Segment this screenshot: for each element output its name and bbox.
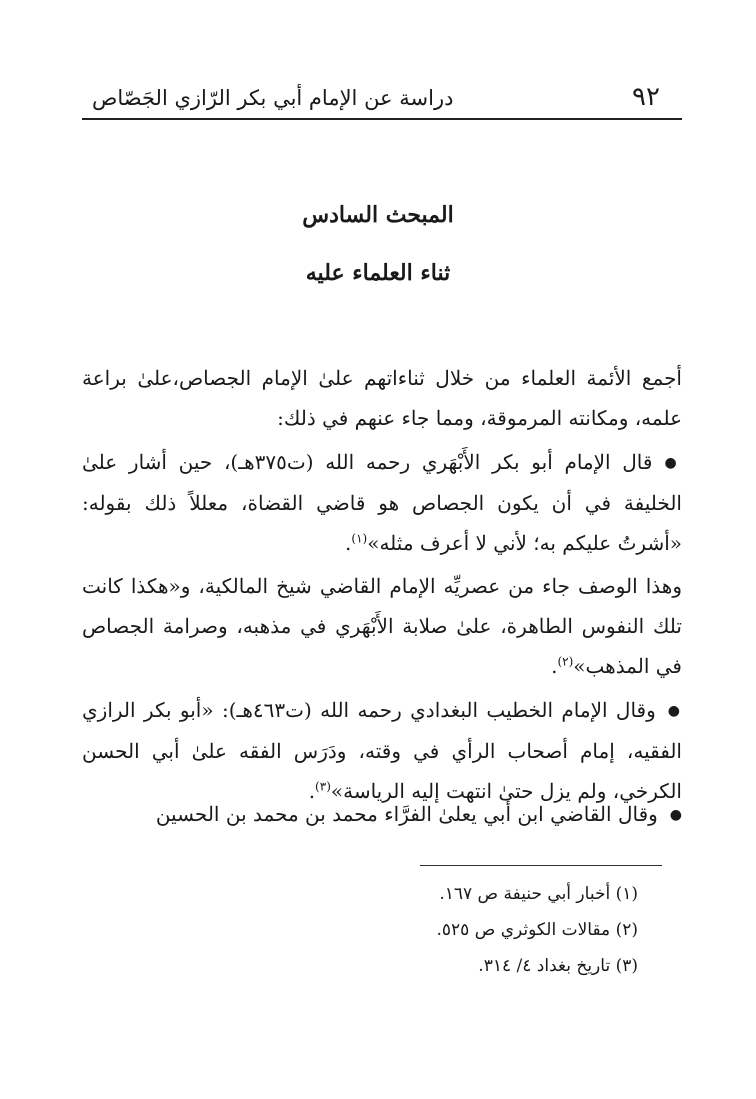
khatib-paragraph	[82, 690, 682, 811]
footnote-rule	[420, 865, 662, 866]
paragraph-text: وقال القاضي ابن أبي يعلىٰ الفرَّاء محمد بن محمد بن الحسين	[155, 802, 658, 826]
footnote-1: (١) أخبار أبي حنيفة ص ١٦٧.	[439, 884, 638, 904]
section-subtitle: ثناء العلماء عليه	[305, 260, 451, 286]
paragraph-text: وهذا الوصف جاء من عصريِّه الإمام القاضي شيخ المالكية، و«هكذا كانت تلك النفوس الطاهرة، علىٰ صلابة الأَبْهَري في مذهبه، وصرامة الجصاص في المذهب»	[82, 574, 682, 678]
paragraph-tail: .	[551, 654, 558, 678]
running-head: دراسة عن الإمام أبي بكر الرّازي الجَصّاص	[92, 86, 454, 110]
footnote-ref: (٣)	[315, 779, 331, 794]
page-number: ٩٢	[632, 82, 660, 112]
footnote-ref: (٢)	[557, 654, 574, 669]
paragraph-tail: .	[308, 779, 316, 803]
footnote-2: (٢) مقالات الكوثري ص ٥٢٥.	[436, 920, 638, 940]
paragraph-text: أجمع الأئمة العلماء من خلال ثناءاتهم علىٰ الإمام الجصاص،علىٰ براعة علمه، ومكانته المرموقة، ومما جاء عنهم في ذلك:	[82, 366, 682, 430]
footnotes	[278, 876, 638, 984]
header-rule	[82, 118, 682, 120]
paragraph-tail: .	[345, 531, 352, 555]
section-title: المبحث السادس	[302, 202, 454, 228]
description-paragraph	[82, 566, 682, 686]
footnote-3: (٣) تاريخ بغداد ٤/ ٣١٤.	[478, 956, 638, 976]
paragraph-text: وقال الإمام الخطيب البغدادي رحمه الله (ت٤٦٣هـ): «أبو بكر الرازي الفقيه، إمام أصحاب الرأي في وقته، ودَرَس الفقه علىٰ أبي الحسن الكرخي، ولم يزل حتىٰ انتهت إليه الرياسة»	[82, 698, 682, 803]
ibn-abi-yala-paragraph	[82, 794, 682, 835]
footnote-ref: (١)	[351, 531, 368, 546]
abhari-paragraph	[82, 442, 682, 563]
paragraph-text: قال الإمام أبو بكر الأَبْهَري رحمه الله (ت٣٧٥هـ)، حين أشار علىٰ الخليفة في أن يكون الجصاص هو قاضي القضاة، معللاً ذلك بقوله: «أشرتُ عليكم به؛ لأني لا أعرف مثله»	[82, 450, 682, 555]
intro-paragraph	[82, 358, 682, 438]
